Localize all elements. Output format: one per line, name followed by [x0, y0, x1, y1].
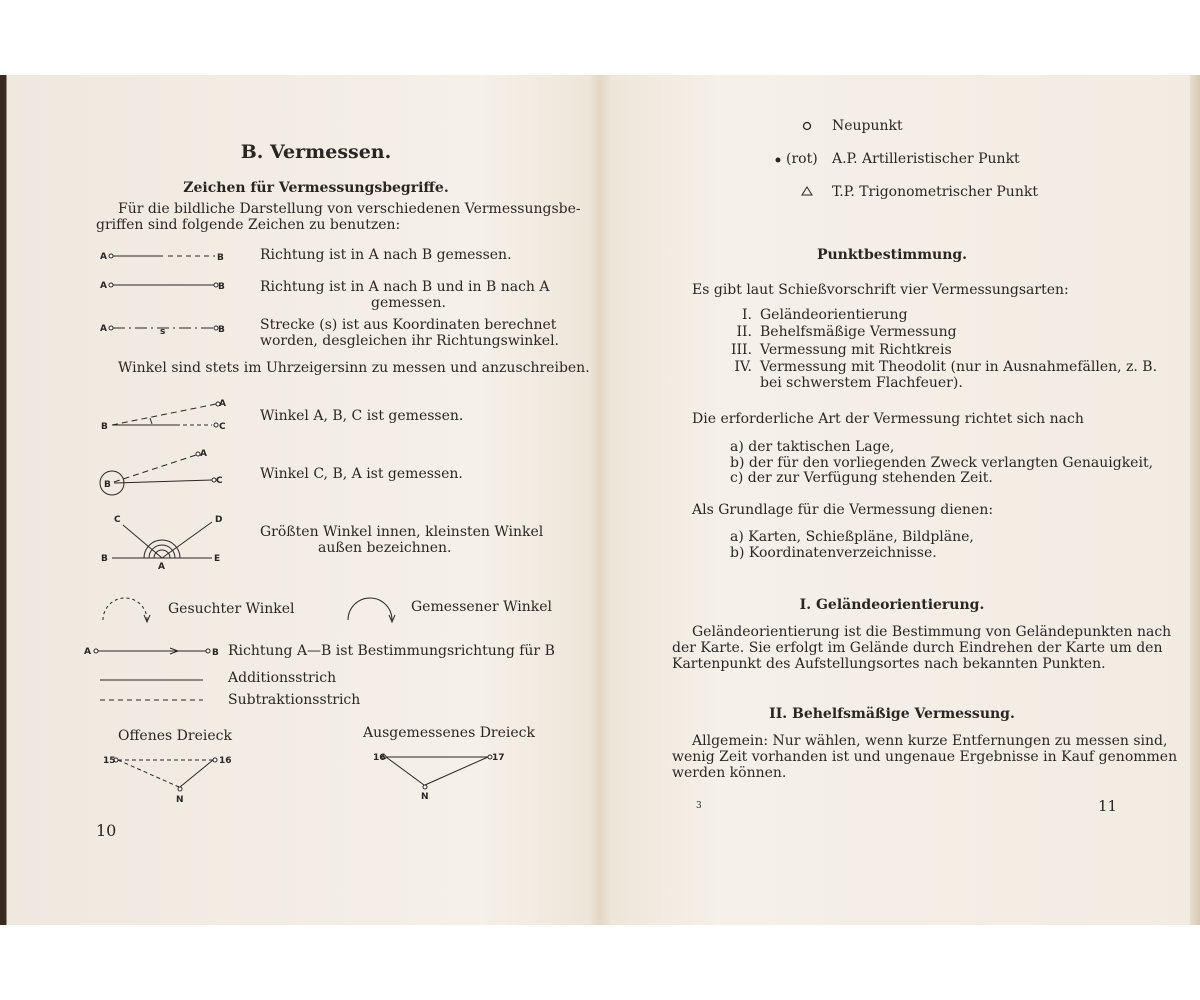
- list-item-continuation: bei schwerstem Flachfeuer).: [760, 375, 963, 391]
- angle-note: Winkel sind stets im Uhrzeigersinn zu messen und anzuschreiben.: [118, 360, 590, 376]
- heading-point-determination: Punktbestimmung.: [816, 247, 968, 263]
- basis-item: a) Karten, Schießpläne, Bildpläne,: [730, 529, 974, 545]
- artillery-point-prefix: (rot): [786, 151, 818, 167]
- subtraction-text: Subtraktionsstrich: [228, 692, 361, 708]
- label-N: N: [421, 792, 429, 802]
- direction-text: Richtung A—B ist Bestimmungsrichtung für B: [228, 643, 555, 659]
- subheading: Zeichen für Vermessungsbegriffe.: [183, 180, 449, 196]
- addition-text: Additionsstrich: [228, 670, 337, 686]
- measured-triangle-title: Ausgemessenes Dreieck: [363, 725, 535, 741]
- trig-point-symbol: [802, 187, 812, 195]
- paragraph-basis: Als Grundlage für die Vermessung dienen:: [692, 502, 994, 518]
- label-16: 16: [373, 753, 386, 763]
- heading-makeshift-survey: II. Behelfsmäßige Vermessung.: [769, 706, 1015, 722]
- label-B: B: [218, 282, 225, 292]
- measured-angle-text: Gemessener Winkel: [411, 599, 553, 615]
- paragraph-survey-types: Es gibt laut Schießvorschrift vier Vermessungsarten:: [692, 282, 1069, 298]
- list-number: I.: [742, 307, 752, 323]
- intro-line-1: Für die bildliche Darstellung von verschiedenen Vermessungsbe-: [118, 201, 581, 217]
- label-A: A: [200, 449, 207, 459]
- paragraph-requirements: Die erforderliche Art der Vermessung richtet sich nach: [692, 411, 1084, 427]
- list-item: Vermessung mit Richtkreis: [760, 342, 952, 358]
- requirement-item: a) der taktischen Lage,: [730, 439, 895, 455]
- symbol-2-text-1: Richtung ist in A nach B und in B nach A: [260, 279, 550, 295]
- label-15: 15: [103, 756, 116, 766]
- paragraph-line: Allgemein: Nur wählen, wenn kurze Entfernungen zu messen sind,: [692, 733, 1168, 749]
- sheet-mark: 3: [696, 801, 702, 811]
- label-16: 16: [219, 756, 232, 766]
- label-N: N: [176, 795, 184, 805]
- label-B: B: [101, 422, 108, 432]
- trig-point-text: T.P. Trigonometrischer Punkt: [832, 184, 1038, 200]
- angle-2-text: Winkel C, B, A ist gemessen.: [260, 466, 463, 482]
- page-number-right: 11: [1098, 797, 1118, 815]
- label-E: E: [214, 554, 221, 564]
- list-item: Vermessung mit Theodolit (nur in Ausnahmefällen, z. B.: [760, 359, 1158, 375]
- angle-3-text-1: Größten Winkel innen, kleinsten Winkel: [260, 524, 544, 540]
- new-point-text: Neupunkt: [832, 118, 903, 134]
- intro-line-2: griffen sind folgende Zeichen zu benutzen:: [96, 217, 401, 233]
- artillery-point-text: A.P. Artilleristischer Punkt: [832, 151, 1020, 167]
- symbol-3-text-2: worden, desgleichen ihr Richtungswinkel.: [260, 333, 560, 349]
- label-B: B: [101, 554, 108, 564]
- list-item: Behelfsmäßige Vermessung: [760, 324, 957, 340]
- artillery-point-symbol: [776, 158, 781, 163]
- label-C: C: [219, 422, 226, 432]
- label-B: B: [212, 648, 219, 658]
- angle-3-text-2: außen bezeichnen.: [318, 540, 452, 556]
- list-number: III.: [730, 342, 752, 358]
- paragraph-line: wenig Zeit vorhanden ist und ungenaue Ergebnisse in Kauf genommen: [672, 749, 1178, 765]
- new-point-symbol: [804, 123, 811, 130]
- label-A: A: [100, 324, 107, 334]
- paragraph-line: der Karte. Sie erfolgt im Gelände durch Eindrehen der Karte um den: [672, 640, 1163, 656]
- label-A: A: [219, 399, 226, 409]
- basis-item: b) Koordinatenverzeichnisse.: [730, 545, 937, 561]
- open-triangle-title: Offenes Dreieck: [118, 728, 232, 744]
- list-number: II.: [736, 324, 752, 340]
- heading-terrain-orientation: I. Geländeorientierung.: [799, 597, 985, 613]
- label-B: B: [218, 325, 225, 335]
- list-number: IV.: [734, 359, 752, 375]
- page-number-left: 10: [96, 821, 117, 840]
- requirement-item: c) der zur Verfügung stehenden Zeit.: [730, 470, 993, 486]
- label-A: A: [100, 281, 107, 291]
- label-s: s: [160, 327, 166, 337]
- paragraph-line: Geländeorientierung ist die Bestimmung von Geländepunkten nach: [692, 624, 1172, 640]
- label-17: 17: [492, 753, 505, 763]
- symbol-1-text: Richtung ist in A nach B gemessen.: [260, 247, 512, 263]
- sought-angle-text: Gesuchter Winkel: [168, 601, 295, 617]
- paragraph-line: Kartenpunkt des Aufstellungsortes nach bekannten Punkten.: [672, 656, 1106, 672]
- section-title: B. Vermessen.: [240, 141, 392, 163]
- requirement-item: b) der für den vorliegenden Zweck verlangten Genauigkeit,: [730, 455, 1154, 471]
- label-A: A: [158, 562, 165, 572]
- angle-1-text: Winkel A, B, C ist gemessen.: [260, 408, 464, 424]
- symbol-2-text-2: gemessen.: [371, 295, 446, 311]
- label-C: C: [114, 515, 121, 525]
- label-B: B: [217, 253, 224, 263]
- label-A: A: [84, 647, 91, 657]
- symbol-3-text-1: Strecke (s) ist aus Koordinaten berechnet: [260, 317, 557, 333]
- label-D: D: [215, 515, 223, 525]
- label-B: B: [104, 480, 111, 490]
- paragraph-line: werden können.: [672, 765, 787, 781]
- list-item: Geländeorientierung: [760, 307, 908, 323]
- label-C: C: [216, 476, 223, 486]
- label-A: A: [100, 252, 107, 262]
